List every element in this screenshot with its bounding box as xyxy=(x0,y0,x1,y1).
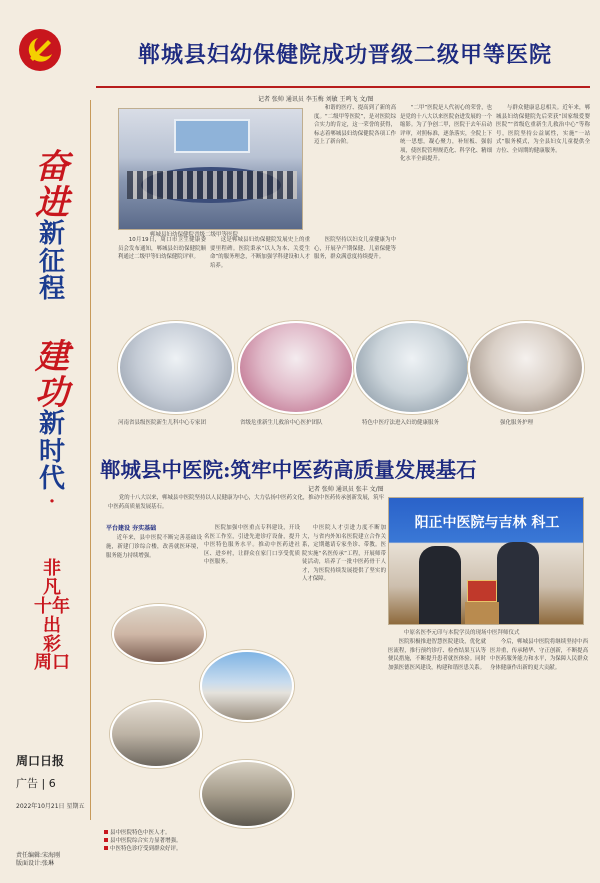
column-divider xyxy=(90,100,91,820)
article1-col-5: 这是郸城县妇幼保健院发展史上的重要里程碑。医院秉承“以人为本、关爱生命”的服务理念，不断加强学科建设和人才培养。 xyxy=(210,237,310,269)
note-item: 县中医院综合实力显著增强。 xyxy=(104,838,304,846)
article1-col-4: 10月19日，周口市卫生健康委员会发布通知，郸城县妇幼保健院顺利通过二级甲等妇幼保健院评审。 xyxy=(118,237,206,261)
headline-2: 郸城县中医院:筑牢中医药高质量发展基石 xyxy=(100,458,477,482)
caption-main1: 郸城县妇幼保健院晋级二级甲等医院 xyxy=(150,232,239,238)
headline-rule xyxy=(96,86,590,88)
ceremony-banner: 阳正中医院与吉林 科工 xyxy=(414,515,560,531)
photo-notes xyxy=(104,830,304,854)
party-emblem-icon xyxy=(18,28,62,72)
caption-row3: 特色中医疗法进入妇幼健康服务 xyxy=(362,420,440,426)
photo-neonatal-team xyxy=(118,321,234,414)
note-item: 中医特色诊疗受到群众好评。 xyxy=(104,846,304,854)
article2-lead: 党的十八大以来，郸城县中医院坚持以人民健康为中心，大力弘扬中医药文化，推动中医药传承创新发展，筑牢中医药高质量发展基石。 xyxy=(108,495,384,510)
paper-masthead xyxy=(16,752,86,867)
subhead-1: 平台建设 夯实基础 xyxy=(106,525,157,532)
bullet-icon xyxy=(104,830,108,834)
article1-col-3: 与群众健康息息相关。近年来，郸城县妇幼保健院先后荣获“国家级爱婴医院”“省级危重新生儿救治中心”等称号，医院坚持公益属性，实施“一站式”服务模式，为全县妇女儿童提供全方位、全周期的健康服务。 xyxy=(496,105,590,154)
bullet-icon xyxy=(104,846,108,850)
photo-clinic xyxy=(110,700,202,768)
byline-1: 记者 张帅 通讯员 李玉梅 刘敏 王鸣飞 文/图 xyxy=(258,96,374,103)
paper-brand: 周口日报 xyxy=(16,754,65,768)
photo-tcm-staff xyxy=(112,604,206,664)
slogan-line-3: 非 凡 十年 出 彩 周口 xyxy=(34,558,70,674)
byline-2: 记者 张帅 通讯员 张丰 文/图 xyxy=(308,486,384,493)
section-label: 广告 | 6 xyxy=(16,777,56,790)
credits: 责任编辑:宋海刚 版面设计:张琳 xyxy=(16,852,61,867)
article1-col-1: 和谐的医疗、提高到了新的高度。“二级甲等医院”，是对医院综合实力的肯定，这一荣誉的获得，标志着郸城县妇幼保健院各项工作迈上了新台阶。 xyxy=(314,105,396,146)
bullet-icon xyxy=(104,838,108,842)
article2-col-4: 医院积极推进智慧医院建设，优化就医流程，推行预约诊疗、检查结果互认等便民措施，不断提升患者就医体验。同时加强医德医风建设，构建和谐医患关系。 xyxy=(388,639,486,671)
issue-date: 2022年10月21日 星期五 xyxy=(16,803,85,810)
photo-nurse-team xyxy=(238,321,354,414)
left-banner xyxy=(0,0,92,883)
article2-col-2: 医院加强中医重点专科建设，开设名医工作室，引进先进诊疗设备，提升中医特色服务水平。推动中医药进社区、进乡村，让群众在家门口享受优质中医服务。 xyxy=(204,525,300,566)
article2-col-1: 平台建设 夯实基础 近年来，县中医院不断完善基础设施，新建门诊综合楼，改善就医环境，服务能力持续增强。 xyxy=(106,525,202,559)
article2-col-5: 今后，郸城县中医院将继续坚持中西医并重，传承精华、守正创新，不断提高中医药服务能力和水平，为保障人民群众身体健康作出新的更大贡献。 xyxy=(490,639,588,671)
article2-col-3: 中医院人才引进力度不断加大，与省内外知名医院建立合作关系，定期邀请专家坐诊、带教。医院实施“名医传承”工程，开展师带徒活动，培养了一批中医药骨干人才，为医院持续发展提供了坚实的人才保障。 xyxy=(302,525,386,583)
slogan-line-1: 奋 进 新 征 程 xyxy=(35,147,69,304)
headline-1: 郸城县妇幼保健院成功晋级二级甲等医院 xyxy=(137,42,552,68)
article1-col-6: 医院坚持以妇女儿童健康为中心，开展孕产期保健、儿童保健等服务，群众满意度持续提升。 xyxy=(314,237,396,261)
photo-meeting xyxy=(118,108,303,230)
photo-ward xyxy=(200,760,294,828)
caption-row2: 省级危重新生儿救治中心医护团队 xyxy=(240,420,323,426)
photo-tcm-therapy xyxy=(354,321,470,414)
caption-row4: 强化服务护理 xyxy=(500,420,534,426)
photo-care-service xyxy=(468,321,584,414)
caption-row1: 河南省县级医院新生儿科中心专家团 xyxy=(118,420,207,426)
caption-main2: 中原名医李元印与本院学员的现场中医拜师仪式 xyxy=(404,630,520,636)
note-item: 县中医院特色中医人才。 xyxy=(104,830,304,838)
slogan-line-2: 建 功 新 时 代 · xyxy=(35,337,69,513)
article1-col-2: “二甲”医院是人代初心的荣誉，也是党的十八大以来医院奋进发展的一个缩影。为了争创二甲，医院于去年启动评审，对照标准，逐条落实，全院上下统一思想，凝心聚力，补短板、强弱项，使医院管理规范化、科学化、精细化水平全面提升。 xyxy=(400,105,492,163)
photo-ceremony xyxy=(388,497,584,625)
photo-hospital-building xyxy=(200,650,294,722)
